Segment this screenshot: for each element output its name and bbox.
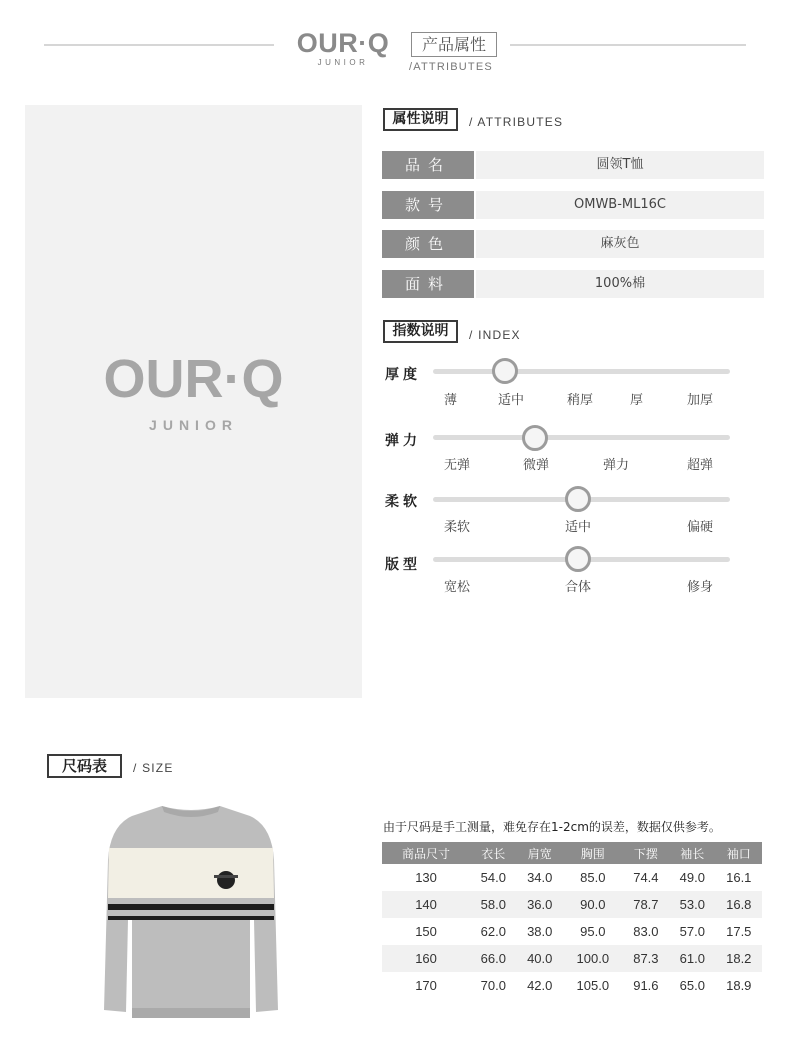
size-note: 由于尺码是手工测量，难免存在1-2cm的误差，数据仅供参考。 bbox=[383, 820, 721, 834]
table-cell: 40.0 bbox=[517, 945, 563, 972]
elasticity-tick: 无弹 bbox=[444, 458, 471, 473]
column-header: 衣长 bbox=[470, 842, 516, 864]
header-rule-left bbox=[44, 44, 274, 46]
index-section-sub: / INDEX bbox=[469, 328, 521, 342]
elasticity-tick: 微弹 bbox=[523, 458, 550, 473]
table-cell: 53.0 bbox=[669, 891, 715, 918]
table-cell: 18.9 bbox=[726, 978, 752, 993]
table-cell: 70.0 bbox=[480, 978, 506, 993]
column-header: 袖长 bbox=[669, 842, 715, 864]
softness-tick: 偏硬 bbox=[687, 520, 714, 535]
table-row bbox=[382, 972, 762, 999]
brand-logo-main: OUR·Q bbox=[296, 28, 390, 58]
table-row bbox=[382, 918, 762, 945]
brand-logo-sub: JUNIOR bbox=[317, 58, 369, 67]
softness-tick: 适中 bbox=[565, 520, 592, 535]
softness-knob bbox=[565, 486, 591, 512]
thickness-track bbox=[433, 369, 730, 374]
table-cell: 170 bbox=[415, 978, 437, 993]
attribute-value: 圆领T恤 bbox=[476, 151, 764, 179]
table-cell: 61.0 bbox=[669, 945, 715, 972]
product-image-panel bbox=[25, 105, 362, 698]
elasticity-knob bbox=[522, 425, 548, 451]
attribute-row bbox=[382, 230, 764, 258]
header-rule-right bbox=[510, 44, 746, 46]
table-cell: 78.7 bbox=[623, 891, 669, 918]
table-cell: 54.0 bbox=[480, 870, 506, 885]
thickness-tick: 加厚 bbox=[687, 393, 714, 408]
table-cell: 150 bbox=[415, 924, 437, 939]
attribute-value: 100%棉 bbox=[476, 270, 764, 298]
thickness-tick: 稍厚 bbox=[567, 393, 594, 408]
thickness-tick: 薄 bbox=[444, 393, 458, 408]
table-cell: 57.0 bbox=[679, 924, 705, 939]
attribute-row bbox=[382, 151, 764, 179]
table-cell: 58.0 bbox=[470, 891, 516, 918]
elasticity-tick: 超弹 bbox=[687, 458, 714, 473]
table-cell: 130 bbox=[415, 870, 437, 885]
table-cell: 83.0 bbox=[633, 924, 659, 939]
elasticity-tick: 弹力 bbox=[603, 458, 630, 473]
fit-tick: 修身 bbox=[687, 580, 714, 595]
table-cell: 160 bbox=[382, 945, 470, 972]
index-label-elasticity: 弹力 bbox=[385, 433, 421, 449]
index-label-fit: 版型 bbox=[385, 557, 421, 573]
table-cell: 95.0 bbox=[580, 924, 606, 939]
table-cell: 34.0 bbox=[527, 870, 553, 885]
table-cell: 38.0 bbox=[527, 924, 553, 939]
thickness-knob bbox=[492, 358, 518, 384]
elasticity-track bbox=[433, 435, 730, 440]
thickness-tick: 厚 bbox=[630, 393, 644, 408]
table-cell: 62.0 bbox=[480, 924, 506, 939]
table-cell: 87.3 bbox=[623, 945, 669, 972]
size-table bbox=[382, 842, 762, 999]
table-cell: 16.1 bbox=[726, 870, 752, 885]
page-title: 产品属性 bbox=[411, 32, 497, 57]
attribute-row bbox=[382, 191, 764, 219]
column-header: 袖口 bbox=[716, 842, 762, 864]
table-cell: 36.0 bbox=[517, 891, 563, 918]
attributes-section-label: 属性说明 bbox=[383, 108, 458, 131]
page-subtitle: /ATTRIBUTES bbox=[409, 61, 493, 73]
column-header: 胸围 bbox=[563, 842, 623, 864]
table-row bbox=[382, 891, 762, 918]
attribute-key: 款号 bbox=[382, 191, 474, 219]
table-cell: 85.0 bbox=[580, 870, 606, 885]
table-cell: 74.4 bbox=[633, 870, 659, 885]
table-cell: 17.5 bbox=[726, 924, 752, 939]
size-section-label: 尺码表 bbox=[47, 754, 122, 778]
column-header: 下摆 bbox=[623, 842, 669, 864]
column-header: 肩宽 bbox=[517, 842, 563, 864]
table-row bbox=[382, 945, 762, 972]
column-header: 商品尺寸 bbox=[382, 842, 470, 864]
brand-logo bbox=[288, 28, 398, 68]
thickness-tick: 适中 bbox=[498, 393, 525, 408]
attribute-value: OMWB-ML16C bbox=[476, 191, 764, 219]
table-row bbox=[382, 864, 762, 891]
attribute-key: 颜色 bbox=[382, 230, 474, 258]
index-section-label: 指数说明 bbox=[383, 320, 458, 343]
table-cell: 42.0 bbox=[527, 978, 553, 993]
attribute-value: 麻灰色 bbox=[476, 230, 764, 258]
fit-tick: 合体 bbox=[565, 580, 592, 595]
index-label-thickness: 厚度 bbox=[385, 367, 421, 383]
panel-logo-sub: JUNIOR bbox=[149, 417, 238, 433]
panel-logo-main: OUR·Q bbox=[103, 349, 284, 409]
table-cell: 65.0 bbox=[679, 978, 705, 993]
table-cell: 90.0 bbox=[563, 891, 623, 918]
table-cell: 105.0 bbox=[576, 978, 610, 993]
table-cell: 140 bbox=[382, 891, 470, 918]
index-label-softness: 柔软 bbox=[385, 494, 421, 510]
attribute-key: 面料 bbox=[382, 270, 474, 298]
table-cell: 91.6 bbox=[633, 978, 659, 993]
fit-knob bbox=[565, 546, 591, 572]
attributes-section-sub: / ATTRIBUTES bbox=[469, 115, 564, 129]
softness-tick: 柔软 bbox=[444, 520, 471, 535]
size-section-sub: / SIZE bbox=[133, 761, 174, 775]
attribute-key: 品名 bbox=[382, 151, 474, 179]
size-table-header bbox=[382, 842, 762, 864]
table-cell: 49.0 bbox=[679, 870, 705, 885]
fit-tick: 宽松 bbox=[444, 580, 471, 595]
table-cell: 66.0 bbox=[470, 945, 516, 972]
attribute-row bbox=[382, 270, 764, 298]
table-cell: 16.8 bbox=[716, 891, 762, 918]
table-cell: 100.0 bbox=[563, 945, 623, 972]
table-cell: 18.2 bbox=[716, 945, 762, 972]
sweater-illustration bbox=[102, 800, 280, 1024]
